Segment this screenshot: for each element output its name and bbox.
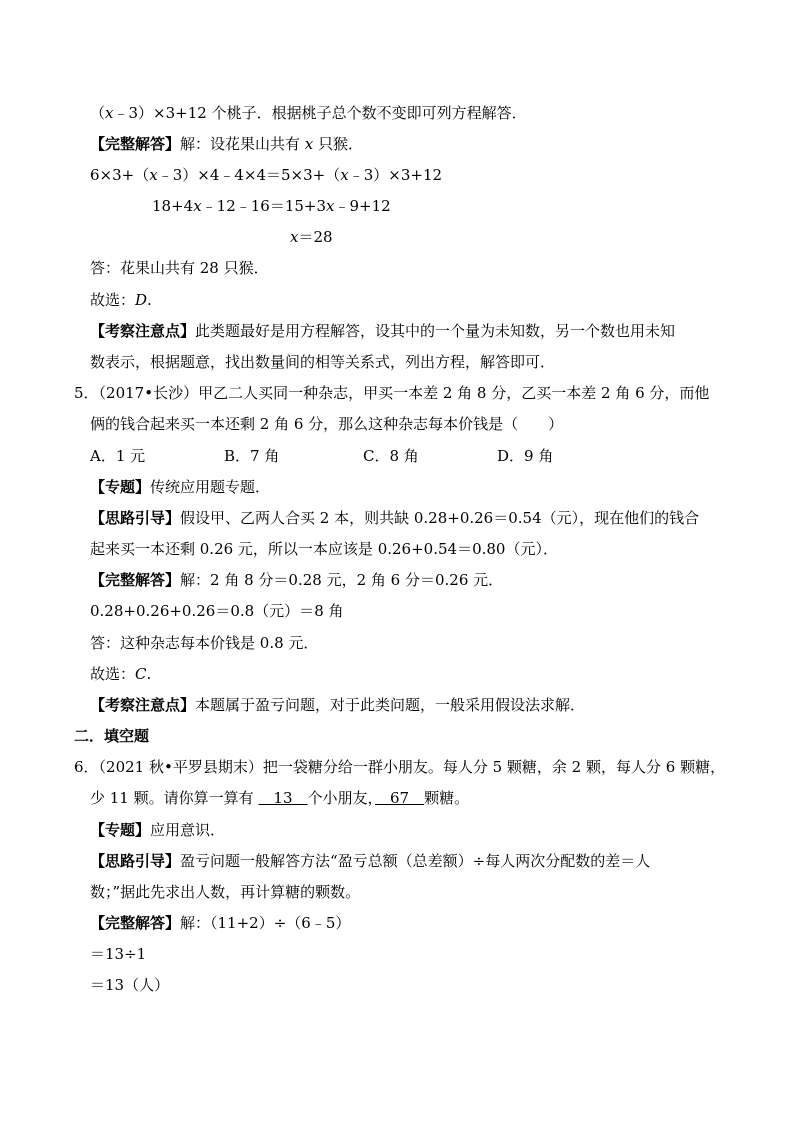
text-line-29: ＝13（人） bbox=[90, 976, 170, 994]
text-line-17: 0.28+0.26+0.26＝0.8（元）＝8 角 bbox=[90, 602, 344, 620]
text-line-28: ＝13÷1 bbox=[90, 945, 147, 963]
question-5-line-1: 5．（2017•长沙）甲乙二人买同一种杂志，甲买一本差 2 角 8 分，乙买一本差 2 角 6 分，而他 bbox=[74, 384, 710, 402]
text-line-14: 【思路引导】假设甲、乙两人合买 2 本，则共缺 0.28+0.26＝0.54（元），现在他们的钱合 bbox=[90, 509, 700, 527]
text-line-8: 【考察注意点】此类题最好是用方程解答，设其中的一个量为未知数，另一个数也用未知 bbox=[90, 322, 676, 340]
question-6-line-2: 少 11 颗。请你算一算有 13 个小朋友， 67 颗糖。 bbox=[90, 789, 470, 807]
text-line-6: 答：花果山共有 28 只猴． bbox=[90, 259, 269, 277]
option-c: C．8 角 bbox=[363, 447, 419, 465]
answer-blank-2: 67 bbox=[375, 789, 425, 807]
text-line-15: 起来买一本还剩 0.26 元，所以一本应该是 0.26+0.54＝0.80（元）． bbox=[90, 540, 558, 558]
text-line-18: 答：这种杂志每本价钱是 0.8 元． bbox=[90, 634, 319, 652]
text-line-16: 【完整解答】解：2 角 8 分＝0.28 元，2 角 6 分＝0.26 元． bbox=[90, 571, 504, 589]
text-line-24: 【专题】应用意识． bbox=[90, 821, 226, 839]
text-line-9: 数表示，根据题意，找出数量间的相等关系式，列出方程，解答即可． bbox=[90, 353, 556, 371]
text-line-19: 故选：C. bbox=[90, 665, 152, 683]
text-line-26: 数；”据此先求出人数，再计算糖的颗数。 bbox=[90, 883, 361, 901]
option-d: D．9 角 bbox=[497, 447, 554, 465]
equation-line-2: 18+4x﹣12﹣16＝15+3x﹣9+12 bbox=[152, 197, 391, 215]
option-b: B．7 角 bbox=[224, 447, 280, 465]
equation-line-1: 6×3+（x﹣3）×4﹣4×4＝5×3+（x﹣3）×3+12 bbox=[90, 166, 443, 184]
answer-blank-1: 13 bbox=[258, 789, 308, 807]
section-heading-fill-in: 二．填空题 bbox=[74, 727, 150, 745]
text-line-7: 故选：D. bbox=[90, 291, 152, 309]
text-line-20: 【考察注意点】本题属于盈亏问题，对于此类问题，一般采用假设法求解． bbox=[90, 696, 586, 714]
question-5-line-2: 俩的钱合起来买一本还剩 2 角 6 分，那么这种杂志每本价钱是（ ） bbox=[90, 415, 564, 433]
text-line-25: 【思路引导】盈亏问题一般解答方法“盈亏总额（总差额）÷每人两次分配数的差＝人 bbox=[90, 852, 651, 870]
text-line-2: 【完整解答】解：设花果山共有 x 只猴． bbox=[90, 135, 364, 153]
text-line-27: 【完整解答】解：（11+2）÷（6﹣5） bbox=[90, 914, 351, 932]
question-6-line-1: 6．（2021 秋•平罗县期末）把一袋糖分给一群小朋友。每人分 5 颗糖，余 2 颗，每人分 6 颗糖， bbox=[74, 758, 726, 776]
question-5-options bbox=[90, 446, 554, 466]
equation-line-3: x＝28 bbox=[290, 228, 333, 246]
text-line-13: 【专题】传统应用题专题． bbox=[90, 478, 271, 496]
text-line-1: （x﹣3）×3+12 个桃子．根据桃子总个数不变即可列方程解答． bbox=[90, 104, 527, 122]
option-a: A．1 元 bbox=[90, 447, 146, 465]
